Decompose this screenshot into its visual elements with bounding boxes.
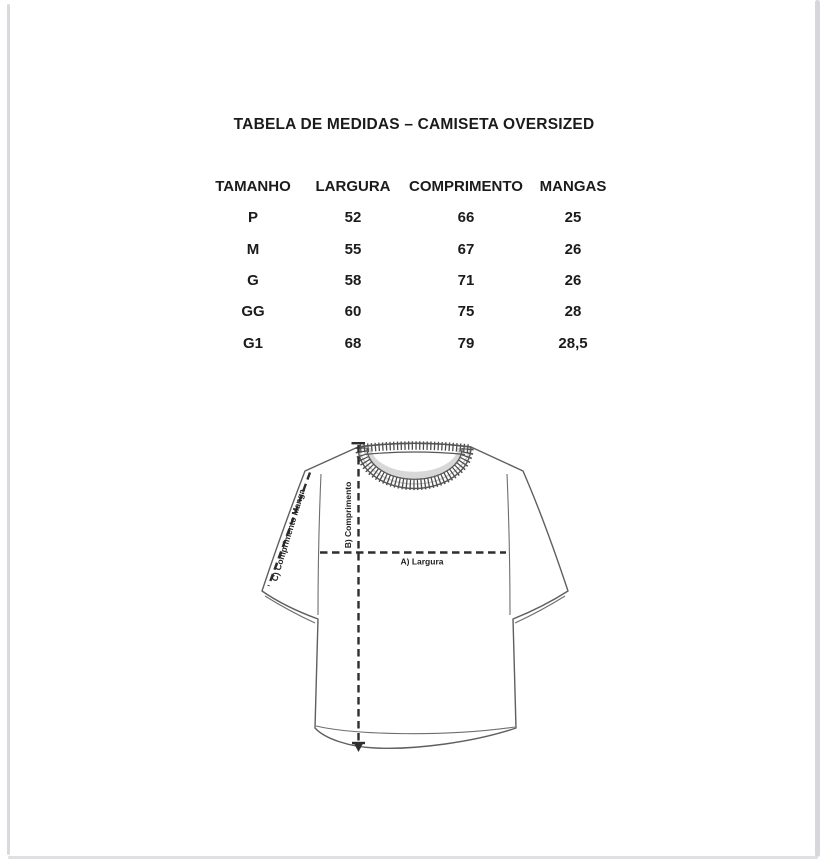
tshirt-diagram [225,415,605,795]
table-header-tamanho: TAMANHO [215,178,291,196]
table-header-mangas: MANGAS [539,178,607,196]
size-value: 25 [564,209,582,227]
size-label: M [246,240,260,258]
size-value: 26 [564,240,582,258]
label-comprimento: B) Comprimento [343,481,353,549]
size-label: P [247,209,258,227]
size-table [203,171,617,359]
size-value: 75 [457,303,475,321]
size-value: 67 [457,240,475,258]
size-value: 26 [564,272,582,290]
size-label: GG [241,303,265,321]
size-value: 60 [344,303,362,321]
size-value: 71 [457,272,475,290]
size-value: 79 [457,334,475,352]
size-value: 28 [564,303,582,321]
size-value: 68 [344,334,362,352]
label-largura: A) Largura [400,556,444,567]
size-value: 55 [344,240,362,258]
label-comprimento-manga: C) Comprimento Manga [269,487,307,583]
size-value: 28,5 [558,334,588,352]
size-value: 66 [457,209,475,227]
size-value: 58 [344,272,362,290]
page-edge-bottom [8,856,818,859]
table-header-comprimento: COMPRIMENTO [409,178,523,196]
table-header-largura: LARGURA [315,178,391,196]
page-title: TABELA DE MEDIDAS – CAMISETA OVERSIZED [233,116,595,133]
size-value: 52 [344,209,362,227]
size-label: G1 [242,334,263,352]
size-label: G [247,272,259,290]
